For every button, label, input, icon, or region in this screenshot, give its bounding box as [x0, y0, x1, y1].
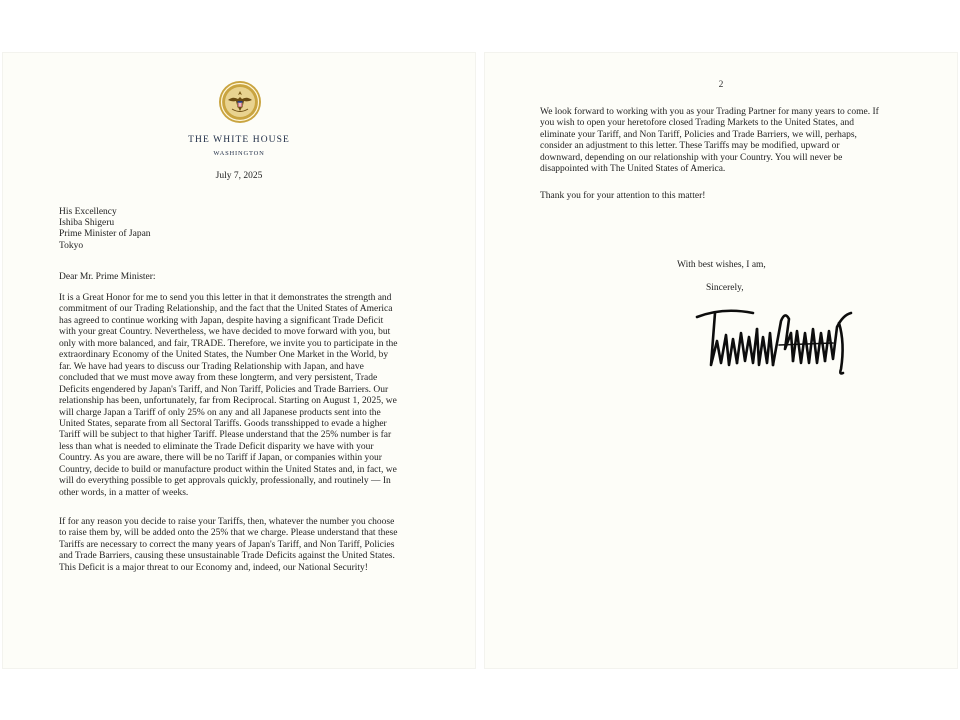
recipient-line: His Excellency	[59, 207, 117, 217]
recipient-line: Ishiba Shigeru	[59, 218, 115, 229]
text-line: has agreed to continue working with Japan, despite having a significant Trade Deficit	[59, 315, 384, 326]
text-line: We look forward to working with you as your Trading Partner for many years to come. If	[540, 107, 879, 117]
text-line: disappointed with The United States of America.	[540, 164, 726, 175]
text-line: This Deficit is a major threat to our Economy and, indeed, our National Security!	[59, 562, 368, 573]
text-line: commitment of our Trading Relationship, and the fact that the United States of America	[59, 304, 393, 315]
text-line: Tariff will be subject to that higher Tariff. Please understand that the 25% number is far	[59, 430, 392, 441]
text-line: relationship has been, unfortunately, far from Reciprocal. Starting on August 1, 2025, we	[59, 396, 397, 407]
text-line: Country. As you are aware, there will be no Tariff if Japan, or companies within your	[59, 453, 382, 464]
text-line: Thank you for your attention to this matter!	[540, 191, 706, 201]
recipient-line: Tokyo	[59, 240, 84, 251]
signature-icon	[693, 303, 858, 378]
closing-line: With best wishes, I am,	[677, 260, 766, 270]
text-line: eliminate your Tariff, and Non Tariff, Policies and Trade Barriers, we will, perhaps,	[540, 129, 857, 140]
text-line: downward, depending on our relationship with your Country. You will never be	[540, 152, 843, 163]
text-line: and Trade Barriers, causing these unsustainable Trade Deficits against the United States.	[59, 551, 395, 562]
presidential-seal-icon	[218, 80, 262, 124]
text-line: to raise them by, will be added onto the 25% that we charge. Please understand that these	[59, 528, 398, 539]
text-line: less than what is needed to eliminate the Trade Deficit disparity we have with your	[59, 441, 374, 452]
recipient-address	[59, 207, 151, 252]
text-line: Deficits engendered by Japan's Tariff, and Non Tariff, Policies and Trade Barriers. Our	[59, 384, 389, 395]
recipient-line: Prime Minister of Japan	[59, 229, 151, 240]
salutation: Dear Mr. Prime Minister:	[59, 272, 156, 282]
text-line: will charge Japan a Tariff of only 25% on any and all Japanese products sent into the	[59, 407, 381, 418]
text-line: Country, decide to build or manufacture product within the United States and, in fact, we	[59, 464, 397, 475]
paragraph-3	[540, 107, 879, 176]
text-line: United States, separate from all Sectoral Tariffs. Goods transshipped to evade a higher	[59, 418, 387, 429]
paragraph-4	[540, 191, 705, 202]
text-line: you wish to open your heretofore closed Trading Markets to the United States, and	[540, 118, 854, 129]
text-line: consider an adjustment to this letter. These Tariffs may be modified, upward or	[540, 141, 840, 152]
text-line: If for any reason you decide to raise your Tariffs, then, whatever the number you choose	[59, 517, 395, 527]
paragraph-1	[59, 293, 398, 499]
text-line: extraordinary Economy of the United States, the Number One Market in the World, by	[59, 350, 389, 361]
text-line: with your great Country. Nevertheless, we have decided to move forward with you, but	[59, 327, 391, 338]
text-line: will do everything possible to get approvals quickly, professionally, and routinely — In	[59, 476, 391, 487]
letter-page-1	[3, 53, 475, 668]
paragraph-2	[59, 517, 397, 574]
letter-page-2	[485, 53, 957, 668]
letterhead-subtitle: WASHINGTON	[213, 150, 265, 157]
text-line: only with more balanced, and fair, TRADE. Therefore, we invite you to participate in the	[59, 338, 398, 349]
text-line: Tariffs are necessary to correct the many years of Japan's Tariff, and Non Tariff, Policies	[59, 539, 395, 550]
text-line: It is a Great Honor for me to send you this letter in that it demonstrates the strength and	[59, 293, 392, 303]
letter-date: July 7, 2025	[215, 171, 263, 181]
letterhead-title: THE WHITE HOUSE	[188, 135, 290, 145]
page-number: 2	[718, 80, 724, 90]
text-line: other words, in a matter of weeks.	[59, 487, 189, 498]
text-line: concluded that we must move away from these longterm, and very persistent, Trade	[59, 373, 378, 384]
closing-sincerely: Sincerely,	[706, 283, 744, 293]
text-line: far. We have had years to discuss our Trading Relationship with Japan, and have	[59, 361, 364, 372]
